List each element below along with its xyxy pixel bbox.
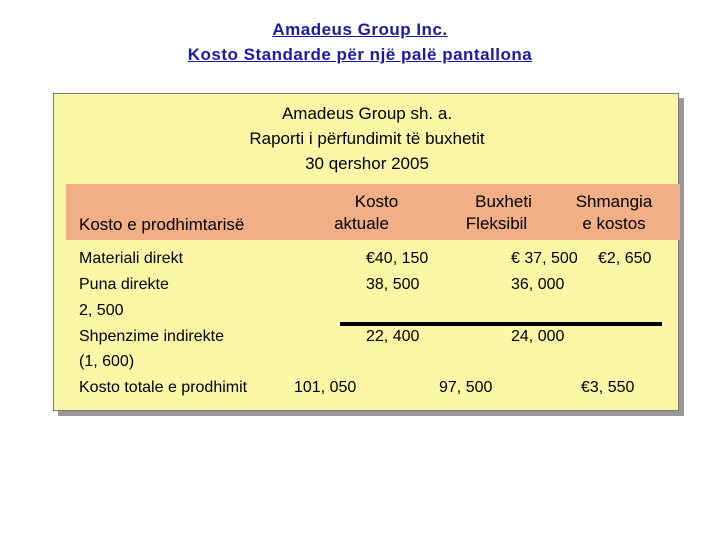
- direct-materials-actual: €40, 150: [366, 250, 429, 267]
- total-variance: €3, 550: [581, 379, 635, 396]
- total-flexible: 97, 500: [439, 379, 493, 396]
- header-actual-cost: [309, 191, 414, 235]
- row-label-total: Kosto totale e prodhimit: [79, 379, 248, 396]
- header-flexible-line-1: Buxheti: [475, 192, 532, 211]
- direct-labor-flexible: 36, 000: [511, 276, 565, 293]
- direct-labor-actual: 38, 500: [366, 276, 420, 293]
- direct-materials-variance: €2, 650: [598, 250, 652, 267]
- report-company: Amadeus Group sh. a.: [281, 104, 453, 123]
- subtotal-rule: [340, 322, 662, 326]
- header-actual-line-1: Kosto: [354, 192, 399, 211]
- direct-materials-flexible: € 37, 500: [511, 250, 578, 267]
- slide-title-line-2: Kosto Standarde për një palë pantallona: [187, 45, 533, 64]
- overhead-flexible: 24, 000: [511, 328, 565, 345]
- row-label-direct-labor: Puna direkte: [79, 276, 169, 293]
- header-variance: [564, 191, 664, 235]
- header-actual-line-2: aktuale: [334, 214, 389, 233]
- row-label-direct-materials: Materiali direkt: [79, 250, 184, 267]
- header-flexible-line-2: Fleksibil: [465, 214, 528, 233]
- direct-labor-variance: 2, 500: [79, 302, 124, 319]
- report-date: 30 qershor 2005: [305, 154, 429, 173]
- row-label-overhead: Shpenzime indirekte: [79, 328, 224, 345]
- header-flexible-budget: [449, 191, 544, 235]
- header-variance-line-1: Shmangia: [575, 192, 653, 211]
- total-actual: 101, 050: [294, 379, 357, 396]
- slide-title-line-1: Amadeus Group Inc.: [272, 20, 448, 39]
- header-cost-label: Kosto e prodhimtarisë: [79, 215, 245, 234]
- overhead-variance: (1, 600): [79, 353, 135, 370]
- report-name: Raporti i përfundimit të buxhetit: [249, 129, 485, 148]
- budget-report-panel: [53, 93, 679, 411]
- header-variance-line-2: e kostos: [582, 214, 646, 233]
- overhead-actual: 22, 400: [366, 328, 420, 345]
